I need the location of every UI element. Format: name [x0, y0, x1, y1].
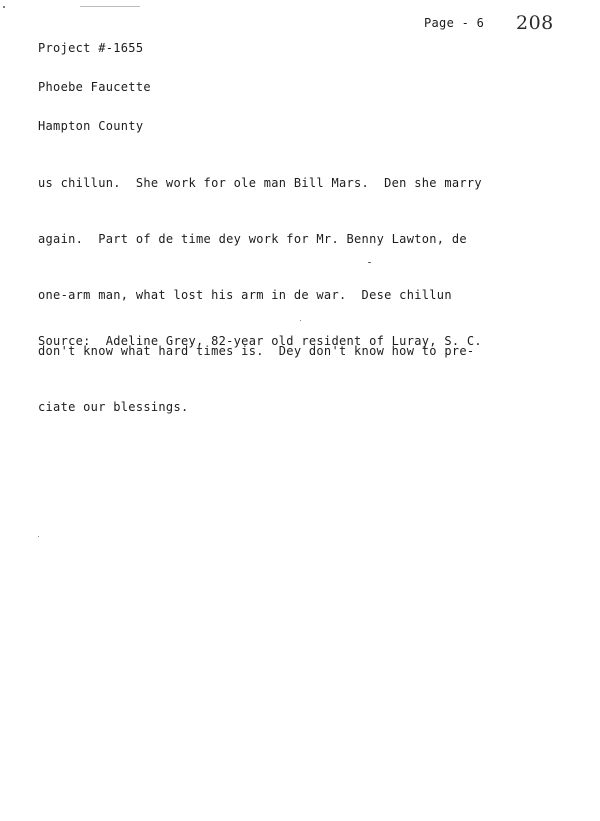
page-label: Page - 6 [424, 16, 485, 30]
stamp-number: 208 [516, 12, 554, 34]
body-line: one-arm man, what lost his arm in de war. Dese chillun [38, 288, 452, 302]
body-line: us chillun. She work for ole man Bill Mars. Den she marry [38, 176, 482, 190]
body-line: don't know what hard times is. Dey don't know how to pre- [38, 344, 475, 358]
writer-name: Phoebe Faucette [38, 80, 151, 94]
scan-mark [80, 6, 140, 7]
scan-speck [3, 6, 5, 8]
body-text [38, 148, 482, 456]
body-line: ciate our blessings. [38, 400, 189, 414]
header-info [38, 16, 151, 159]
project-number: Project #-1655 [38, 41, 144, 55]
county-name: Hampton County [38, 119, 144, 133]
body-line: again. Part of de time dey work for Mr. Benny Lawton, de [38, 232, 467, 246]
scan-speck [38, 536, 39, 537]
source-citation: Source: Adeline Grey, 82-year old resident of Luray, S. C. [38, 334, 482, 348]
